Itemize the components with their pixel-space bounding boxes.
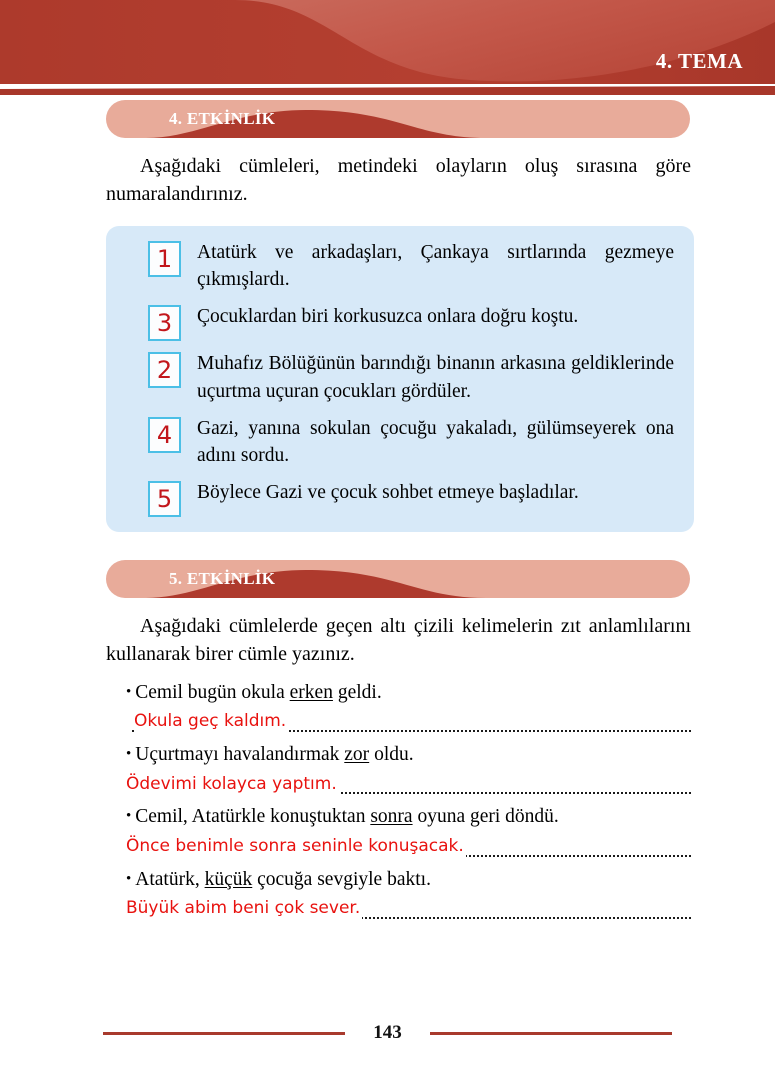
number-value: 2 (156, 356, 173, 385)
sentence-text (126, 679, 691, 706)
page-number: 143 (373, 1022, 402, 1043)
ordering-row (124, 415, 676, 470)
sentence-list (126, 679, 691, 922)
ordering-sentence: Muhafız Bölüğünün barındığı binanın arkasına geldiklerinde uçurtma uçuran çocukları gördüler. (197, 353, 674, 402)
sentence-suffix: çocuğa sevgiyle baktı. (252, 868, 431, 890)
page-footer (0, 1020, 775, 1046)
bullet-icon: • (126, 808, 132, 825)
sentence-item (126, 866, 691, 922)
activity-label-5: 5. ETKİNLİK (169, 568, 276, 588)
sentence-prefix: Cemil, Atatürkle konuştuktan (135, 806, 371, 828)
instruction-4: Aşağıdaki cümleleri, metindeki olayların oluş sırasına göre numaralandırınız. (106, 155, 691, 206)
number-value: 4 (156, 420, 173, 449)
ordering-row (124, 479, 676, 517)
instruction-5: Aşağıdaki cümlelerde geçen altı çizili kelimelerin zıt anlamlılarını kullanarak birer cümle yazınız. (106, 614, 691, 666)
ordering-row (124, 303, 676, 341)
page-header (0, 0, 775, 100)
page-body (0, 100, 775, 922)
underlined-word: sonra (370, 806, 413, 828)
answer-line[interactable] (126, 707, 691, 735)
ordering-sentence: Atatürk ve arkadaşları, Çankaya sırtlarında gezmeye çıkmışlardı. (197, 241, 674, 291)
answer-line[interactable] (126, 894, 691, 922)
sentence-item (126, 679, 691, 735)
number-value: 3 (156, 309, 173, 338)
answer-line[interactable] (126, 832, 691, 860)
sentence-text (126, 803, 691, 830)
sentence-text (126, 866, 691, 893)
sentence-suffix: geldi. (332, 681, 382, 703)
number-input-box[interactable] (148, 417, 181, 453)
number-input-box[interactable] (148, 352, 181, 388)
activity-header-4 (106, 100, 690, 138)
sentence-text (126, 741, 691, 768)
number-input-box[interactable] (148, 305, 181, 341)
ordering-sentence: Gazi, yanına sokulan çocuğu yakaladı, gülümseyerek ona adını sordu. (197, 417, 674, 467)
footer-rule-right (430, 1032, 672, 1035)
sentence-prefix: Uçurtmayı havalandırmak (135, 743, 345, 765)
theme-title: 4. TEMA (655, 49, 743, 73)
underlined-word: zor (344, 743, 370, 765)
underlined-word: erken (289, 681, 333, 703)
handwritten-answer: Ödevimi kolayca yaptım. (126, 773, 337, 794)
handwritten-answer: Önce benimle sonra seninle konuşacak. (126, 835, 464, 856)
sentence-item (126, 803, 691, 859)
ordering-sentence: Böylece Gazi ve çocuk sohbet etmeye başladılar. (197, 481, 579, 503)
number-value: 5 (156, 484, 173, 513)
ordering-row (124, 350, 676, 405)
footer-rule-left (103, 1032, 345, 1035)
handwritten-answer: Büyük abim beni çok sever. (126, 898, 361, 919)
sentence-prefix: Cemil bugün okula (135, 681, 290, 703)
ordering-box (106, 226, 694, 532)
ordering-row (124, 239, 676, 294)
handwritten-answer: Okula geç kaldım. (134, 711, 287, 732)
ordering-sentence: Çocuklardan biri korkusuzca onlara doğru koştu. (197, 306, 579, 328)
bullet-icon: • (126, 683, 132, 700)
underlined-word: küçük (204, 868, 253, 890)
activity-header-5 (106, 560, 690, 598)
sentence-suffix: oyuna geri döndü. (412, 806, 559, 828)
number-input-box[interactable] (148, 481, 181, 517)
bullet-icon: • (126, 870, 132, 887)
bullet-icon: • (126, 745, 132, 762)
activity-label-4: 4. ETKİNLİK (169, 109, 276, 128)
sentence-item (126, 741, 691, 797)
sentence-suffix: oldu. (369, 743, 414, 765)
number-input-box[interactable] (148, 241, 181, 277)
answer-line[interactable] (126, 769, 691, 797)
sentence-prefix: Atatürk, (135, 868, 205, 890)
number-value: 1 (156, 244, 173, 273)
